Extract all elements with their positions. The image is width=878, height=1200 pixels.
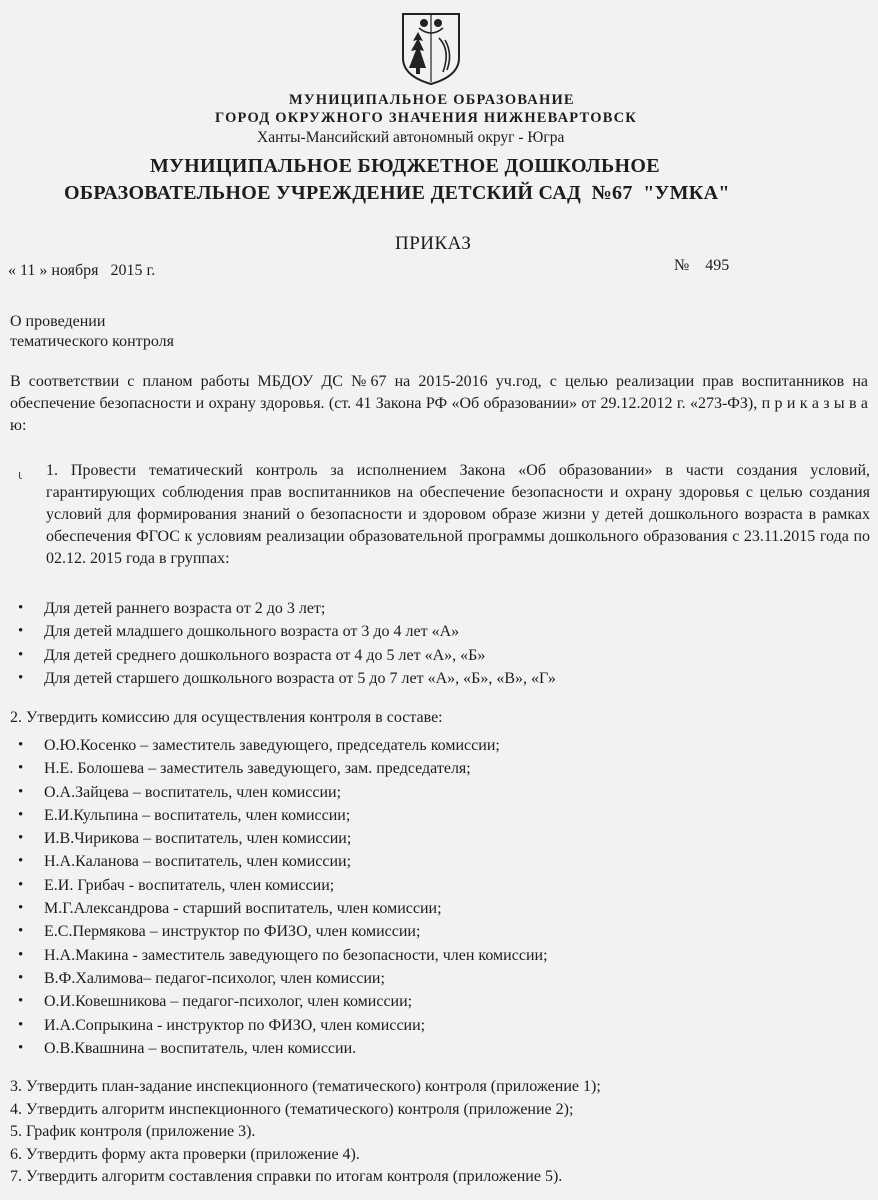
list-item: • Для детей старшего дошкольного возраста от 5 до 7 лет «А», «Б», «В», «Г» — [8, 667, 556, 690]
list-item: • М.Г.Александрова - старший воспитатель, член комиссии; — [8, 897, 548, 920]
group-list — [8, 597, 556, 690]
header-city: ГОРОД ОКРУЖНОГО ЗНАЧЕНИЯ НИЖНЕВАРТОВСК — [215, 110, 637, 126]
list-item: • Е.С.Пермякова – инструктор по ФИЗО, член комиссии; — [8, 920, 548, 943]
list-item: • Н.Е. Болошева – заместитель заведующего, зам. председателя; — [8, 757, 548, 780]
list-item: • О.И.Ковешникова – педагог-психолог, член комиссии; — [8, 990, 548, 1013]
list-item: • О.В.Квашнина – воспитатель, член комиссии. — [8, 1037, 548, 1060]
org-name-line1: МУНИЦИПАЛЬНОЕ БЮДЖЕТНОЕ ДОШКОЛЬНОЕ — [150, 155, 660, 177]
header-region: Ханты-Мансийский автономный округ - Югра — [257, 129, 565, 146]
list-item: • Для детей раннего возраста от 2 до 3 лет; — [8, 597, 556, 620]
list-item: • Для детей среднего дошкольного возраста от 4 до 5 лет «А», «Б» — [8, 644, 556, 667]
list-item: • Н.А.Каланова – воспитатель, член комиссии; — [8, 850, 548, 873]
order-date: « 11 » ноября 2015 г. — [8, 262, 156, 279]
org-name-line2: ОБРАЗОВАТЕЛЬНОЕ УЧРЕЖДЕНИЕ ДЕТСКИЙ САД №67 "УМКА" — [64, 182, 730, 204]
list-item: 6. Утвердить форму акта проверки (приложение 4). — [10, 1145, 360, 1163]
list-item: 4. Утвердить алгоритм инспекционного (тематического) контроля (приложение 2); — [10, 1100, 574, 1118]
list-item: 5. График контроля (приложение 3). — [10, 1123, 256, 1141]
remaining-items-list — [10, 1076, 601, 1189]
item-2-text: 2. Утвердить комиссию для осуществления контроля в составе: — [10, 709, 443, 726]
list-item: • И.В.Чирикова – воспитатель, член комиссии; — [8, 827, 548, 850]
list-item: • Е.И.Кульпина – воспитатель, член комиссии; — [8, 804, 548, 827]
subject-line-2: тематического контроля — [10, 333, 174, 350]
list-item: • И.А.Сопрыкина - инструктор по ФИЗО, член комиссии; — [8, 1014, 548, 1037]
handwritten-mark: ι — [18, 468, 23, 482]
intro-paragraph: В соответствии с планом работы МБДОУ ДС №67 на 2015-2016 уч.год, с целью реализации прав воспитанников на обеспечение безопасности и охрану здоровья. (ст. 41 Закона РФ «Об образовании» от 29.12.2012 г. «273-ФЗ), п р и к а з ы в а ю: — [10, 373, 868, 434]
list-item: • Е.И. Грибач - воспитатель, член комиссии; — [8, 874, 548, 897]
commission-list — [8, 734, 548, 1060]
list-item: • В.Ф.Халимова– педагог-психолог, член комиссии; — [8, 967, 548, 990]
list-item: • Н.А.Макина - заместитель заведующего по безопасности, член комиссии; — [8, 944, 548, 967]
list-item: • Для детей младшего дошкольного возраста от 3 до 4 лет «А» — [8, 620, 556, 643]
list-item: • О.А.Зайцева – воспитатель, член комиссии; — [8, 781, 548, 804]
order-number: № 495 — [674, 257, 730, 274]
list-item: • О.Ю.Косенко – заместитель заведующего, председатель комиссии; — [8, 734, 548, 757]
subject-line-1: О проведении — [10, 313, 106, 330]
header-municipality: МУНИЦИПАЛЬНОЕ ОБРАЗОВАНИЕ — [289, 92, 575, 108]
item-1-text: 1. Провести тематический контроль за исполнением Закона «Об образовании» в части создания условий, гарантирующих соблюдения прав воспитанников на обеспечение безопасности и охрану здоровья с целью создания условий для формирования знаний о безопасности и здоровом образе жизни у детей дошкольного возраста в рамках обеспечения ФГОС к условиям реализации образовательной программы дошкольного образования с 23.11.2015 года по 02.12. 2015 года в группах: — [46, 462, 870, 567]
list-item: 7. Утвердить алгоритм составления справки по итогам контроля (приложение 5). — [10, 1168, 563, 1186]
list-item: 3. Утвердить план-задание инспекционного (тематического) контроля (приложение 1); — [10, 1078, 601, 1095]
coat-of-arms-emblem — [397, 10, 465, 86]
document-title: ПРИКАЗ — [395, 233, 472, 254]
